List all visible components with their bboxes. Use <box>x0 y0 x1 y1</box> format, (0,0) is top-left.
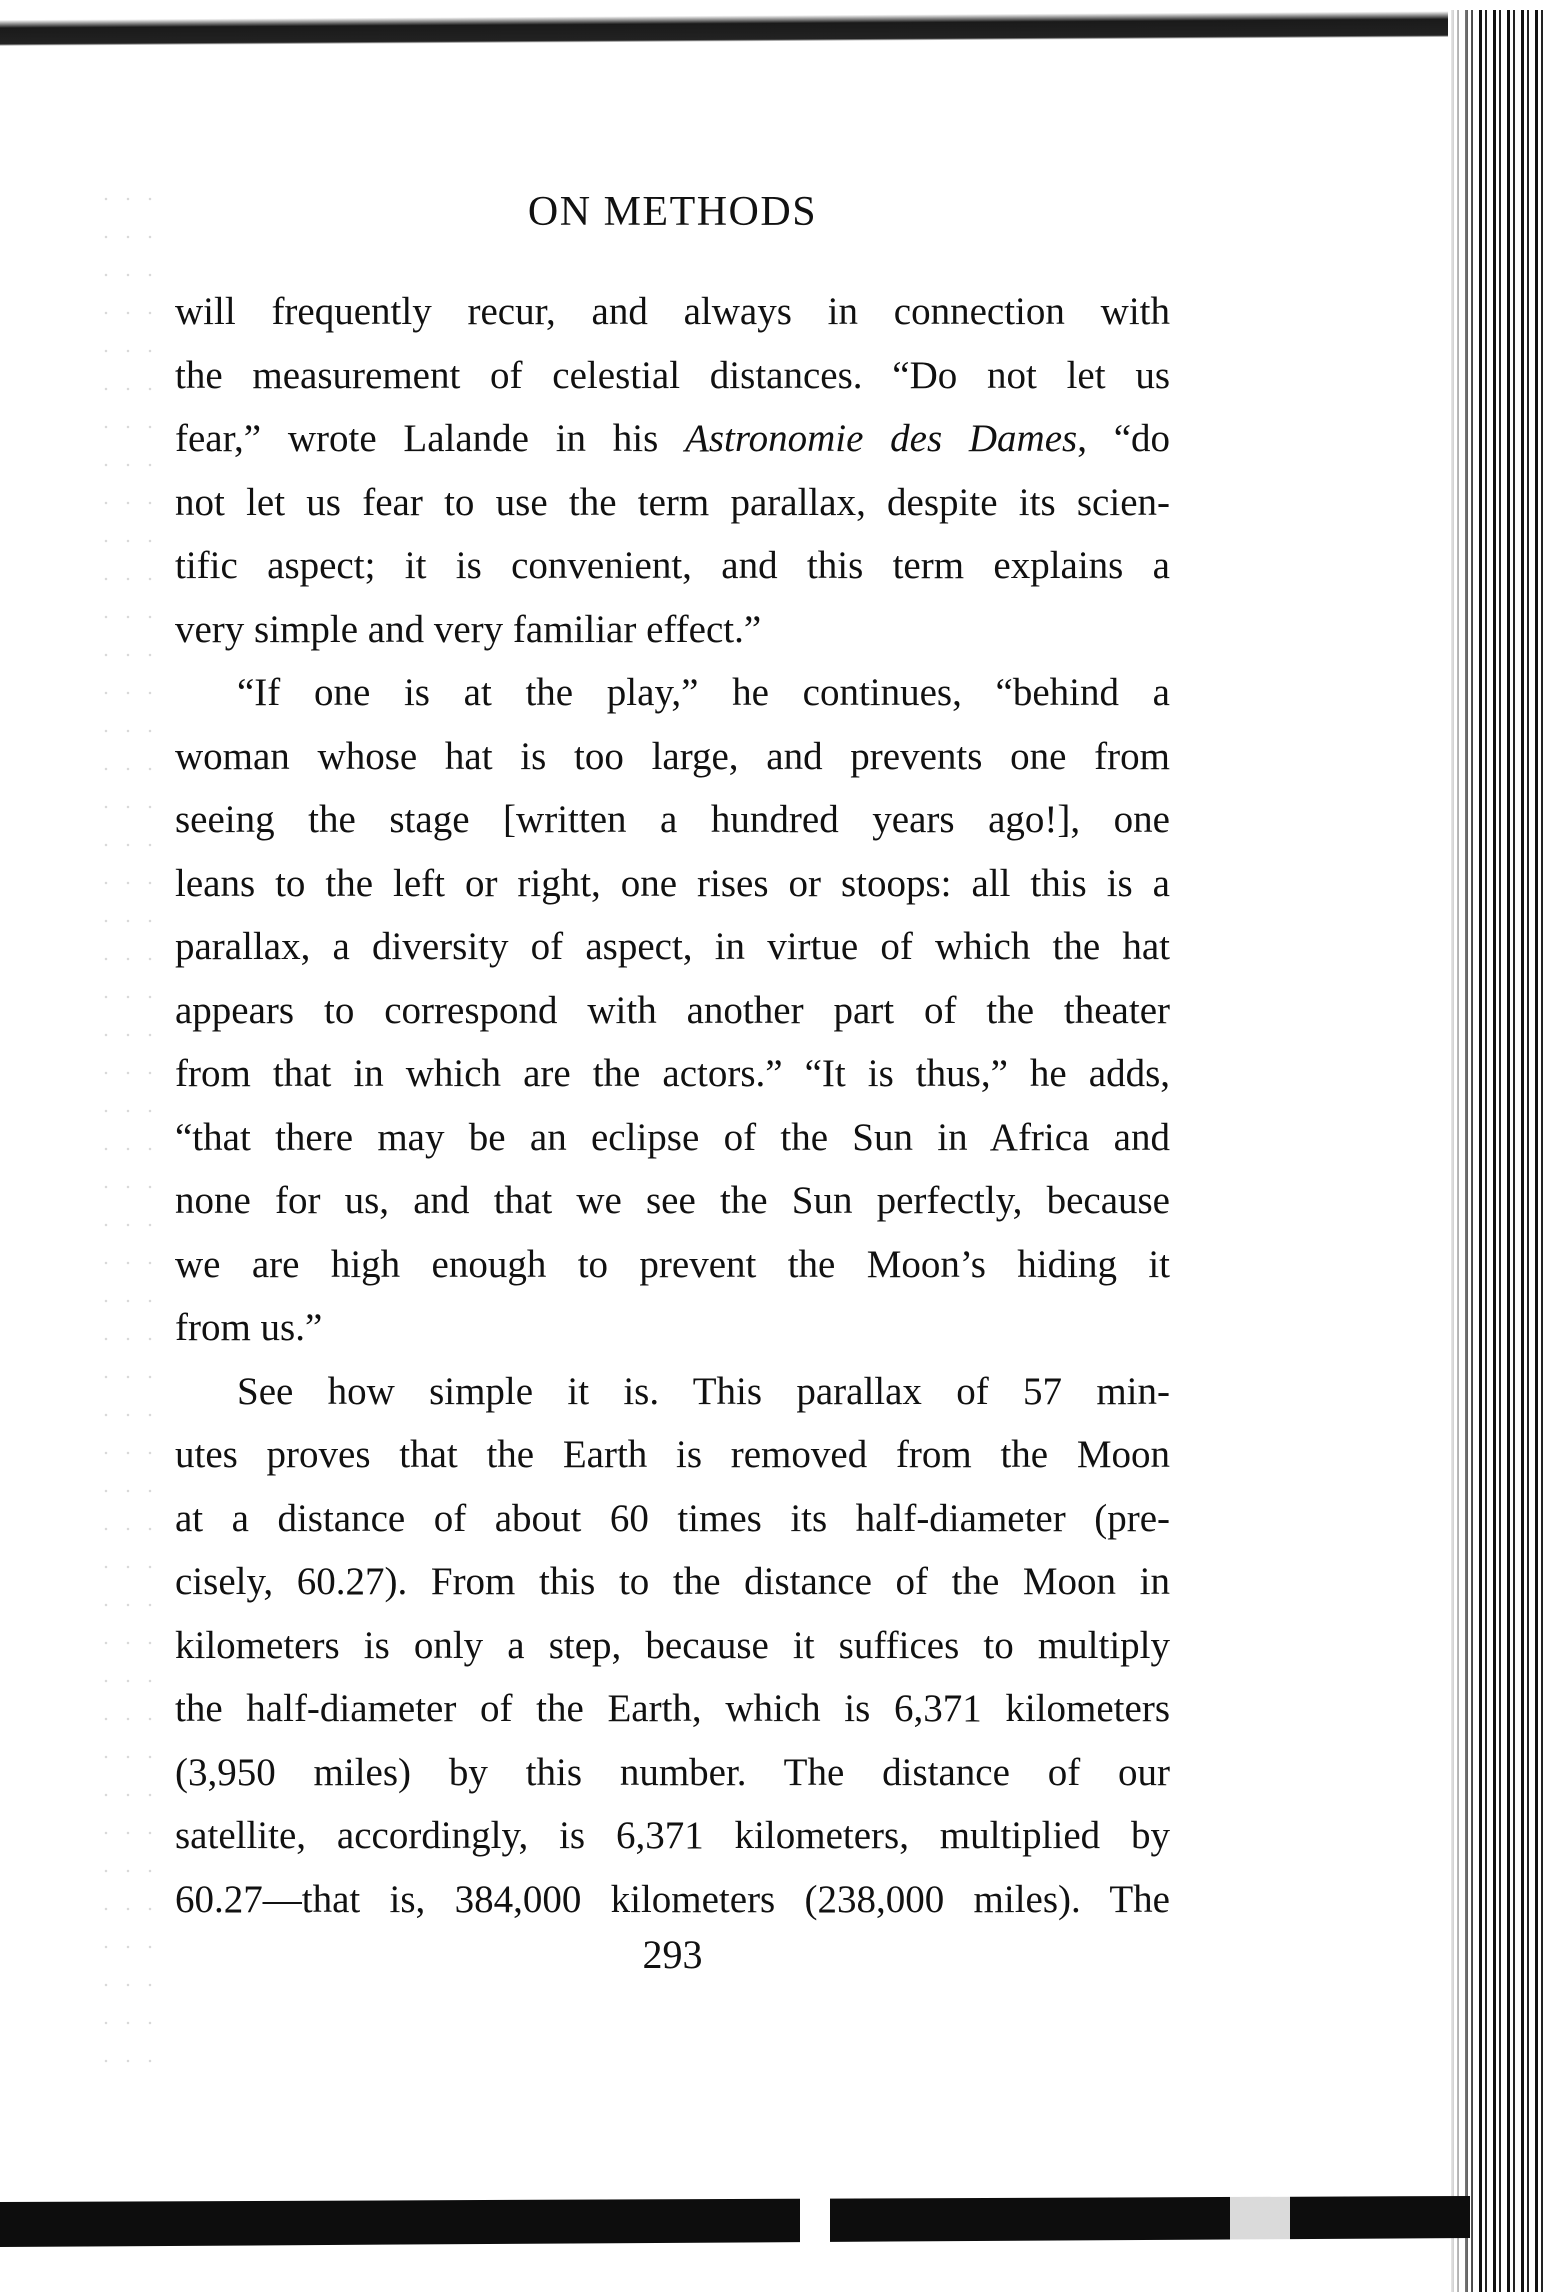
text-line: none for us, and that we see the Sun perfectly, because <box>175 1179 1170 1222</box>
body-text <box>175 280 1170 1931</box>
text-line: cisely, 60.27). From this to the distance of the Moon in <box>175 1560 1170 1603</box>
text-line: appears to correspond with another part of the theater <box>175 988 1170 1032</box>
text-line: woman whose hat is too large, and prevents one from <box>175 734 1170 778</box>
text-line: very simple and very familiar effect.” <box>175 607 762 651</box>
text-line: the measurement of celestial distances. “Do not let us <box>175 353 1170 397</box>
text-line: kilometers is only a step, because it suffices to multiply <box>175 1623 1170 1667</box>
text-line: “that there may be an eclipse of the Sun in Africa and <box>175 1115 1170 1159</box>
text-line: not let us fear to use the term parallax, despite its scien- <box>175 480 1170 524</box>
text-line: at a distance of about 60 times its half-diameter (pre- <box>175 1496 1170 1540</box>
text-line: 60.27—that is, 384,000 kilometers (238,000 miles). The <box>175 1877 1170 1921</box>
text-line: parallax, a diversity of aspect, in virtue of which the hat <box>175 925 1170 968</box>
text-line: (3,950 miles) by this number. The distance of our <box>175 1750 1170 1794</box>
text-line: See how simple it is. This parallax of 57 min- <box>237 1369 1170 1413</box>
scan-bottom-speck <box>1230 2185 1290 2255</box>
scan-bottom-gap <box>800 2180 830 2250</box>
text-line: from that in which are the actors.” “It is thus,” he adds, <box>175 1052 1170 1095</box>
text-line: “If one is at the play,” he continues, “behind a <box>237 671 1170 714</box>
text-line: leans to the left or right, one rises or stoops: all this is a <box>175 861 1170 905</box>
text-line: the half-diameter of the Earth, which is 6,371 kilometers <box>175 1687 1170 1730</box>
scan-noise <box>95 180 155 2080</box>
text-line: seeing the stage [written a hundred years ago!], one <box>175 798 1170 841</box>
text-line: will frequently recur, and always in connection with <box>175 290 1170 333</box>
text-line: satellite, accordingly, is 6,371 kilometers, multiplied by <box>175 1814 1170 1857</box>
text-line <box>175 407 1170 471</box>
text-line: we are high enough to prevent the Moon’s hiding it <box>175 1242 1170 1286</box>
text-line: utes proves that the Earth is removed from the Moon <box>175 1433 1170 1476</box>
page-number: 293 <box>642 1932 703 1977</box>
text-line: from us.” <box>175 1306 323 1349</box>
text-line: tific aspect; it is convenient, and this term explains a <box>175 544 1170 587</box>
running-head: ON METHODS <box>527 189 818 235</box>
text-segment: fear,” wrote Lalande in his <box>175 417 686 460</box>
text-segment: , “do <box>1077 417 1170 460</box>
scan-top-edge <box>0 0 1480 55</box>
book-title: Astronomie des Dames <box>685 417 1078 460</box>
scan-binding-edge <box>1448 10 1545 2292</box>
